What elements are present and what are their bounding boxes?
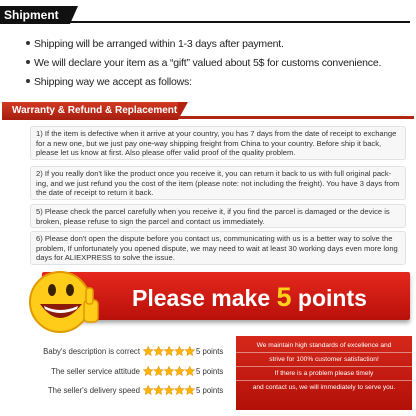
paragraph-line: 2) If you really don't like the product once you receive it, you can return it back to us with full original pack- (36, 169, 392, 178)
warranty-paragraph (30, 166, 406, 200)
guarantee-line: and contact us, we will immediately to serve you. (236, 380, 412, 394)
guarantee-box (236, 336, 412, 410)
five-stars-icon (143, 384, 195, 396)
guarantee-line: strive for 100% customer satisfaction! (236, 352, 412, 366)
shipment-item (26, 57, 381, 69)
bullet-icon (26, 79, 30, 83)
paragraph-line: 1) If the item is defective when it arrive at your country, you has 7 days from the date of receipt to exchange (36, 129, 397, 138)
paragraph-line: 6) Please don't open the dispute before you contact us, communicating with us is a better way to solve the (36, 234, 393, 243)
shipment-divider (70, 21, 410, 23)
rating-points: 5 points (196, 367, 224, 376)
rating-row (30, 346, 230, 358)
paragraph-line: please let us know at first. Also please offer valid proof of the quality problem. (36, 148, 296, 158)
shipment-item-text: We will declare your item as a “gift” valued about 5$ for customs convenience. (34, 57, 382, 69)
paragraph-line: broken, please refuse to sign the parcel and contact us immediately. (36, 216, 265, 226)
shipment-item (26, 76, 192, 88)
shipment-item (26, 38, 284, 50)
rating-label: Baby's description is correct (43, 347, 140, 356)
warranty-title: Warranty & Refund & Replacement (2, 102, 178, 120)
guarantee-line: If there is a problem please timely (236, 366, 412, 380)
thumbs-up-smiley-icon (22, 262, 106, 338)
paragraph-line: ing, and we just refund you the cost of the item (please note: not including the freight). You have 3 days from (36, 178, 400, 188)
shipment-item-text: Shipping will be arranged within 1-3 days after payment. (34, 38, 284, 50)
paragraph-line: days for ALIEXPRESS to solve the issue. (36, 253, 175, 263)
banner-number: 5 (276, 282, 292, 312)
shipment-title: Shipment (0, 6, 70, 24)
five-stars-icon (143, 345, 195, 357)
warranty-divider (178, 116, 414, 119)
shipment-item-text: Shipping way we accept as follows: (34, 76, 192, 88)
paragraph-line: 5) Please check the parcel carefully when you receive it, if you find the parcel is damaged or the device is (36, 207, 390, 216)
rating-row (30, 385, 230, 397)
rating-row (30, 366, 230, 378)
banner-text-after: points (291, 285, 367, 311)
bullet-icon (26, 60, 30, 64)
rating-points: 5 points (196, 347, 224, 356)
warranty-header (2, 102, 414, 120)
rating-label: The seller's delivery speed (47, 386, 140, 395)
paragraph-line: the date of receipt to return it back. (36, 188, 154, 198)
guarantee-line: We maintain high standards of excellence and (256, 342, 392, 349)
warranty-paragraph (30, 231, 406, 265)
warranty-paragraph (30, 126, 406, 160)
banner-text-before: Please make (132, 285, 277, 311)
five-stars-icon (143, 365, 195, 377)
paragraph-line: for a new one, but we just pay one-way shipping freight from China to your country. Before ship it back, (36, 138, 382, 148)
shipment-header (0, 6, 416, 24)
five-points-banner (22, 270, 412, 324)
rating-points: 5 points (196, 386, 224, 395)
rating-label: The seller service attitude (51, 367, 140, 376)
banner-text (132, 282, 367, 313)
warranty-paragraph (30, 204, 406, 228)
paragraph-line: problem, If unfortunately you opened dispute, we may need to wait at least 30 working days even more long (36, 243, 398, 253)
bullet-icon (26, 41, 30, 45)
